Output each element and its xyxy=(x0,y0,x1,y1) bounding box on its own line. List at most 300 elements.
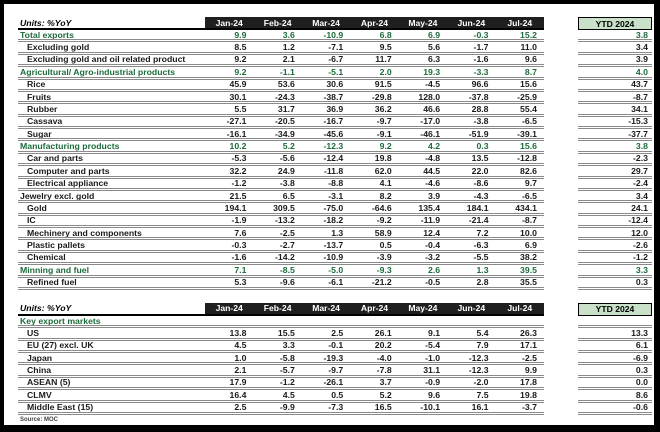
month-values xyxy=(205,42,544,54)
value-cell: 2.5 xyxy=(331,328,344,338)
value-cell: 6.9 xyxy=(428,30,441,40)
ytd-value-cell: -0.6 xyxy=(578,403,652,415)
value-cell: 434.1 xyxy=(515,203,537,213)
value-cell: 3.7 xyxy=(379,377,392,388)
month-values xyxy=(205,240,544,252)
value-cell: 31.7 xyxy=(277,104,295,114)
value-cell: 9.9 xyxy=(524,365,537,375)
row-label: Manufacturing products xyxy=(18,141,205,153)
ytd-value-cell: 12.0 xyxy=(578,228,652,240)
column-gap xyxy=(544,278,578,290)
value-cell: 12.4 xyxy=(423,228,441,238)
value-cell: 10.2 xyxy=(229,141,247,151)
value-cell xyxy=(253,316,301,325)
month-values xyxy=(205,265,544,277)
table-row xyxy=(18,179,652,191)
row-label: Japan xyxy=(18,353,205,365)
value-cell: -13.2 xyxy=(275,215,295,225)
ytd-value-cell: 8.6 xyxy=(578,390,652,402)
table-row xyxy=(18,67,652,79)
value-cell: 1.3 xyxy=(331,228,344,238)
value-cell: -8.8 xyxy=(328,178,344,188)
month-header-cell: Jun-24 xyxy=(457,303,486,314)
value-cell: 1.3 xyxy=(476,265,489,275)
value-cell: -12.3 xyxy=(323,141,344,151)
value-cell: 6.5 xyxy=(282,190,295,201)
ytd-value-cell: 3.8 xyxy=(578,141,652,153)
value-cell xyxy=(496,316,544,325)
value-cell: 5.2 xyxy=(379,390,392,400)
value-cell: 36.9 xyxy=(326,104,344,114)
value-cell: -5.0 xyxy=(328,265,344,275)
row-label: Excluding gold xyxy=(18,42,205,54)
value-cell: -8.6 xyxy=(473,178,489,188)
value-cell: 4.1 xyxy=(379,178,392,188)
value-cell: 8.7 xyxy=(524,67,537,77)
value-cell: 15.2 xyxy=(520,30,537,40)
value-cell: -5.8 xyxy=(279,353,295,363)
value-cell: 7.1 xyxy=(234,265,247,275)
value-cell: 0.5 xyxy=(379,240,392,250)
value-cell: 9.2 xyxy=(379,141,392,151)
column-gap xyxy=(544,253,578,265)
month-values xyxy=(205,67,544,79)
value-cell: 13.5 xyxy=(471,153,489,164)
value-cell: 38.2 xyxy=(520,252,537,263)
value-cell: -1.2 xyxy=(231,178,247,188)
value-cell xyxy=(205,316,253,325)
value-cell: -11.8 xyxy=(323,166,344,176)
value-cell: -51.9 xyxy=(468,129,489,139)
value-cell: 9.1 xyxy=(428,328,441,338)
table-row xyxy=(18,278,652,290)
value-cell: -29.8 xyxy=(371,91,392,102)
value-cell: -5.5 xyxy=(473,252,489,263)
column-gap xyxy=(544,80,578,92)
value-cell: -17.0 xyxy=(420,116,441,126)
value-cell: 15.6 xyxy=(520,141,537,151)
table-row xyxy=(18,92,652,104)
value-cell: 17.8 xyxy=(520,377,537,388)
report-page xyxy=(4,4,654,425)
value-cell: -0.4 xyxy=(425,240,441,250)
value-cell: 194.1 xyxy=(224,203,247,213)
value-cell: 0.3 xyxy=(476,141,489,151)
month-values xyxy=(205,30,544,42)
value-cell: -19.3 xyxy=(323,353,344,363)
row-label: Minning and fuel xyxy=(18,265,205,277)
value-cell: -3.2 xyxy=(425,252,441,263)
table-row xyxy=(18,203,652,215)
value-cell: 9.6 xyxy=(524,54,537,65)
value-cell: 24.9 xyxy=(277,166,295,176)
value-cell: 28.8 xyxy=(471,104,489,114)
exports-by-product-table xyxy=(18,17,652,290)
value-cell: 5.2 xyxy=(282,141,295,151)
value-cell: -21.4 xyxy=(468,215,489,225)
row-label: Chemical xyxy=(18,253,205,265)
ytd-value-cell xyxy=(578,316,652,328)
value-cell: 11.0 xyxy=(520,42,537,52)
row-label: Rice xyxy=(18,80,205,92)
value-cell: -6.5 xyxy=(521,116,537,126)
row-label: US xyxy=(18,328,205,340)
value-cell: -20.5 xyxy=(275,116,295,126)
value-cell: -8.5 xyxy=(279,265,295,275)
table-row xyxy=(18,365,652,377)
value-cell: -3.8 xyxy=(473,116,489,126)
month-values xyxy=(205,316,544,328)
value-cell: -3.1 xyxy=(328,190,344,201)
row-label: Cassava xyxy=(18,117,205,129)
ytd-value-cell: 0.0 xyxy=(578,378,652,390)
table-row xyxy=(18,353,652,365)
table-row xyxy=(18,154,652,166)
value-cell: 62.0 xyxy=(374,166,392,176)
table-row xyxy=(18,55,652,67)
ytd-header: YTD 2024 xyxy=(578,17,652,30)
table-row xyxy=(18,240,652,252)
ytd-value-cell: 3.8 xyxy=(578,30,652,42)
value-cell: -16.1 xyxy=(226,129,247,139)
value-cell: 11.7 xyxy=(375,54,392,65)
value-cell: -27.1 xyxy=(226,116,247,126)
value-cell: 16.4 xyxy=(229,390,247,400)
column-gap xyxy=(544,328,578,340)
column-gap xyxy=(544,92,578,104)
ytd-value-cell: 29.7 xyxy=(578,166,652,178)
value-cell: 3.9 xyxy=(428,190,441,201)
value-cell: 8.2 xyxy=(379,190,392,201)
source-note: Source: MOC xyxy=(20,416,59,423)
month-values xyxy=(205,365,544,377)
value-cell: -9.7 xyxy=(328,365,344,375)
ytd-value-cell: 6.1 xyxy=(578,341,652,353)
column-gap xyxy=(544,154,578,166)
column-gap xyxy=(544,353,578,365)
row-label: Agricultural/ Agro-industrial products xyxy=(18,67,205,79)
month-values xyxy=(205,141,544,153)
table2-header-row xyxy=(18,303,652,316)
value-cell: -39.1 xyxy=(517,129,537,139)
value-cell: -12.8 xyxy=(517,153,537,164)
value-cell: -37.8 xyxy=(468,91,489,102)
month-values xyxy=(205,203,544,215)
row-label: CLMV xyxy=(18,390,205,402)
value-cell: -6.1 xyxy=(328,277,344,287)
value-cell: -0.5 xyxy=(425,277,441,287)
ytd-value-cell: 24.1 xyxy=(578,203,652,215)
value-cell: 5.4 xyxy=(476,328,489,338)
value-cell: 22.0 xyxy=(471,166,489,176)
value-cell: 45.9 xyxy=(229,79,247,89)
column-gap xyxy=(544,17,578,30)
table-row xyxy=(18,265,652,277)
table-row xyxy=(18,166,652,178)
column-gap xyxy=(544,179,578,191)
value-cell: -0.3 xyxy=(473,30,489,40)
table-row xyxy=(18,104,652,116)
value-cell: -4.8 xyxy=(425,153,441,164)
row-label: Excluding gold and oil related product xyxy=(18,55,205,67)
table-row xyxy=(18,42,652,54)
value-cell: -26.1 xyxy=(323,377,344,388)
table-row xyxy=(18,403,652,415)
value-cell: 309.5 xyxy=(273,203,295,213)
column-gap xyxy=(544,141,578,153)
column-gap xyxy=(544,240,578,252)
value-cell: 7.5 xyxy=(476,390,489,400)
value-cell: -1.0 xyxy=(425,353,441,363)
month-values xyxy=(205,328,544,340)
ytd-value-cell: 43.7 xyxy=(578,80,652,92)
column-gap xyxy=(544,378,578,390)
month-values xyxy=(205,154,544,166)
value-cell xyxy=(399,316,447,325)
column-gap xyxy=(544,42,578,54)
value-cell: 17.9 xyxy=(229,377,247,388)
table-row xyxy=(18,228,652,240)
value-cell: 39.5 xyxy=(520,265,537,275)
month-values xyxy=(205,179,544,191)
row-label: ASEAN (5) xyxy=(18,378,205,390)
column-gap xyxy=(544,216,578,228)
value-cell: 19.8 xyxy=(520,390,537,400)
row-label: Plastic pallets xyxy=(18,240,205,252)
value-cell: -7.8 xyxy=(376,365,392,375)
value-cell: -4.0 xyxy=(376,353,392,363)
value-cell: -6.7 xyxy=(328,54,344,65)
value-cell: 9.6 xyxy=(428,390,441,400)
value-cell: 16.1 xyxy=(471,402,489,412)
value-cell: 7.6 xyxy=(234,228,247,238)
value-cell: -5.7 xyxy=(279,365,295,375)
value-cell: -14.2 xyxy=(275,252,295,263)
ytd-value-cell: -2.3 xyxy=(578,154,652,166)
value-cell: -7.1 xyxy=(328,42,344,52)
month-header-cell: Mar-24 xyxy=(312,303,340,314)
value-cell: -10.9 xyxy=(323,252,344,263)
ytd-header: YTD 2024 xyxy=(578,303,652,316)
ytd-value-cell: -2.4 xyxy=(578,179,652,191)
month-header-band xyxy=(205,17,544,30)
value-cell: -16.7 xyxy=(323,116,344,126)
value-cell: 32.2 xyxy=(229,166,247,176)
month-header-cell: Apr-24 xyxy=(360,303,389,314)
value-cell: -12.4 xyxy=(323,153,344,164)
ytd-value-cell: 0.3 xyxy=(578,278,652,290)
value-cell: 4.5 xyxy=(234,340,247,350)
column-gap xyxy=(544,55,578,67)
value-cell: -34.9 xyxy=(275,129,295,139)
value-cell: -3.9 xyxy=(376,252,392,263)
ytd-value-cell: -15.3 xyxy=(578,117,652,129)
value-cell: -24.3 xyxy=(275,91,295,102)
row-label: Jewelry excl. gold xyxy=(18,191,205,203)
value-cell: -11.9 xyxy=(420,215,441,225)
value-cell: -1.1 xyxy=(279,67,295,77)
value-cell xyxy=(447,316,495,325)
column-gap xyxy=(544,341,578,353)
value-cell: -13.7 xyxy=(323,240,344,250)
month-header-cell: Jun-24 xyxy=(457,17,486,28)
value-cell: 15.5 xyxy=(277,328,295,338)
value-cell: -64.6 xyxy=(371,203,392,213)
value-cell: 36.2 xyxy=(374,104,392,114)
value-cell: 9.2 xyxy=(234,54,247,65)
value-cell: -7.3 xyxy=(328,402,344,412)
month-values xyxy=(205,117,544,129)
column-gap xyxy=(544,30,578,42)
column-gap xyxy=(544,390,578,402)
row-label: Refined fuel xyxy=(18,278,205,290)
ytd-value-cell: 34.1 xyxy=(578,104,652,116)
value-cell: 96.6 xyxy=(471,79,489,89)
table-row xyxy=(18,328,652,340)
ytd-value-cell: 3.4 xyxy=(578,42,652,54)
ytd-value-cell: 3.9 xyxy=(578,55,652,67)
table-row xyxy=(18,80,652,92)
month-values xyxy=(205,55,544,67)
value-cell: -2.0 xyxy=(473,377,489,388)
column-gap xyxy=(544,403,578,415)
row-label: Total exports xyxy=(18,30,205,42)
value-cell: 26.1 xyxy=(374,328,392,338)
row-label: Computer and parts xyxy=(18,166,205,178)
value-cell: -1.6 xyxy=(473,54,489,65)
column-gap xyxy=(544,117,578,129)
column-gap xyxy=(544,228,578,240)
table2-rows xyxy=(18,316,652,415)
value-cell: 13.8 xyxy=(229,328,247,338)
month-header-cell: Jul-24 xyxy=(507,17,533,28)
table-row xyxy=(18,141,652,153)
table-row xyxy=(18,129,652,141)
month-header-cell: Feb-24 xyxy=(263,303,292,314)
month-values xyxy=(205,80,544,92)
value-cell: -1.6 xyxy=(231,252,247,263)
value-cell: 58.9 xyxy=(374,228,392,238)
value-cell: -12.3 xyxy=(468,365,489,375)
ytd-value-cell: 3.4 xyxy=(578,191,652,203)
value-cell: 4.5 xyxy=(282,390,295,400)
month-header-cell: Jan-24 xyxy=(215,17,243,28)
value-cell: 44.5 xyxy=(423,166,441,176)
value-cell: 35.5 xyxy=(520,277,537,287)
value-cell: -9.9 xyxy=(279,402,295,412)
value-cell: 7.9 xyxy=(476,340,489,350)
ytd-value-cell: 3.3 xyxy=(578,265,652,277)
month-values xyxy=(205,166,544,178)
value-cell: -45.6 xyxy=(323,129,344,139)
month-header-cell: Jul-24 xyxy=(507,303,533,314)
row-label: Electrical appliance xyxy=(18,179,205,191)
value-cell: -38.7 xyxy=(323,91,344,102)
value-cell: -10.9 xyxy=(323,30,344,40)
ytd-value-cell: 13.3 xyxy=(578,328,652,340)
value-cell: 9.2 xyxy=(234,67,247,77)
month-header-band xyxy=(205,303,544,316)
value-cell: 2.5 xyxy=(234,402,247,412)
table1-header-row xyxy=(18,17,652,30)
month-values xyxy=(205,216,544,228)
value-cell: -75.0 xyxy=(323,203,344,213)
row-label: IC xyxy=(18,216,205,228)
column-gap xyxy=(544,265,578,277)
value-cell: 30.1 xyxy=(229,91,247,102)
value-cell: 9.7 xyxy=(524,178,537,188)
value-cell: -21.2 xyxy=(371,277,392,287)
row-label: Key export markets xyxy=(18,316,205,328)
value-cell: 2.6 xyxy=(428,265,441,275)
value-cell: -5.1 xyxy=(328,67,344,77)
value-cell: 8.5 xyxy=(234,42,247,52)
ytd-value-cell: -8.7 xyxy=(578,92,652,104)
ytd-value-cell: -37.7 xyxy=(578,129,652,141)
value-cell: -25.9 xyxy=(517,91,537,102)
value-cell: 2.1 xyxy=(234,365,247,375)
value-cell: 6.3 xyxy=(428,54,441,65)
month-header-cell: May-24 xyxy=(408,303,438,314)
month-header-cell: Apr-24 xyxy=(360,17,389,28)
value-cell: -5.3 xyxy=(231,153,247,164)
ytd-value-cell: -12.4 xyxy=(578,216,652,228)
column-gap xyxy=(544,191,578,203)
column-gap xyxy=(544,203,578,215)
value-cell: -1.9 xyxy=(231,215,247,225)
month-values xyxy=(205,92,544,104)
value-cell: 17.1 xyxy=(520,340,537,350)
month-values xyxy=(205,129,544,141)
value-cell: -12.3 xyxy=(468,353,489,363)
table-row xyxy=(18,378,652,390)
value-cell: 20.2 xyxy=(374,340,392,350)
row-label: Mechinery and components xyxy=(18,228,205,240)
value-cell: -4.3 xyxy=(473,190,489,201)
table-row xyxy=(18,191,652,203)
units-label: Units: %YoY xyxy=(18,17,205,30)
row-label: Rubber xyxy=(18,104,205,116)
ytd-value-cell: -6.9 xyxy=(578,353,652,365)
units-label: Units: %YoY xyxy=(18,303,205,316)
ytd-value-cell: -2.6 xyxy=(578,240,652,252)
value-cell: -2.5 xyxy=(279,228,295,238)
month-values xyxy=(205,278,544,290)
table-row xyxy=(18,117,652,129)
table-row xyxy=(18,30,652,42)
value-cell: 82.6 xyxy=(520,166,537,176)
value-cell: -9.2 xyxy=(376,215,392,225)
table1-rows xyxy=(18,30,652,290)
value-cell: -18.2 xyxy=(323,215,344,225)
value-cell: -0.3 xyxy=(231,240,247,250)
value-cell: -8.7 xyxy=(521,215,537,225)
value-cell: 19.3 xyxy=(423,67,441,77)
ytd-value-cell: -1.2 xyxy=(578,253,652,265)
value-cell: -1.7 xyxy=(473,42,489,52)
value-cell: 30.6 xyxy=(326,79,344,89)
value-cell: 10.0 xyxy=(520,228,537,238)
row-label: Gold xyxy=(18,203,205,215)
table-row xyxy=(18,253,652,265)
value-cell: 15.6 xyxy=(520,79,537,89)
value-cell: 91.5 xyxy=(374,79,392,89)
value-cell: 6.9 xyxy=(524,240,537,250)
month-header-cell: Jan-24 xyxy=(215,303,243,314)
row-label: EU (27) excl. UK xyxy=(18,341,205,353)
column-gap xyxy=(544,316,578,328)
row-label: Sugar xyxy=(18,129,205,141)
